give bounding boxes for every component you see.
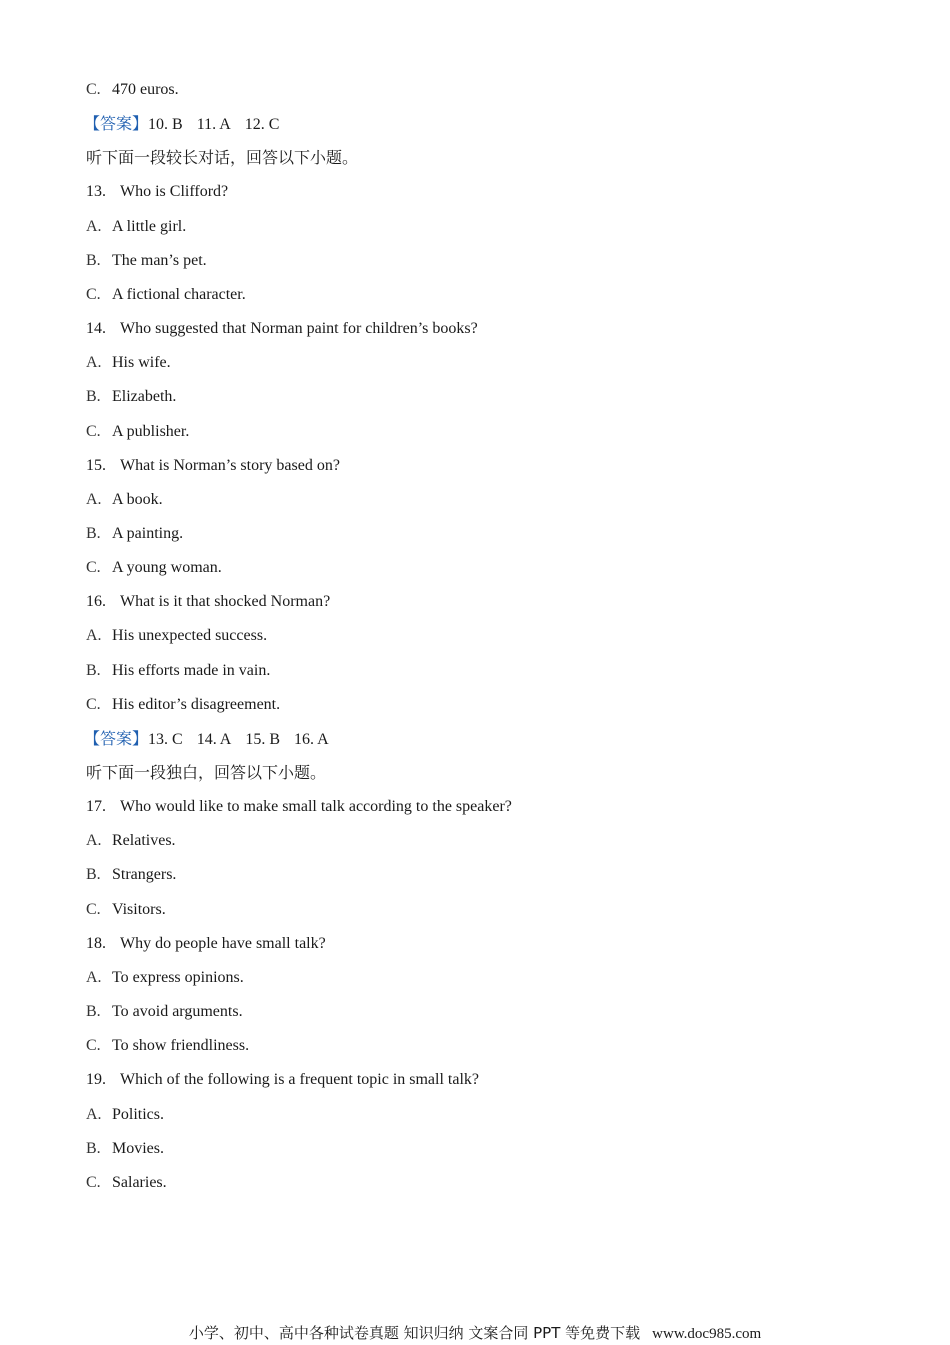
- option-text: Salaries.: [112, 1173, 167, 1191]
- question: [86, 932, 326, 956]
- answer-option: [86, 659, 270, 683]
- option-letter: C.: [86, 559, 101, 577]
- question-number: 18.: [86, 934, 106, 952]
- answer-option: [86, 556, 222, 580]
- question: [86, 454, 340, 478]
- question: [86, 1068, 479, 1092]
- question-text: Who suggested that Norman paint for children’s books?: [120, 320, 478, 338]
- option-letter: C.: [86, 900, 101, 918]
- question-number: 19.: [86, 1071, 106, 1089]
- option-letter: A.: [86, 490, 102, 508]
- answer-option: [86, 488, 163, 512]
- question: [86, 795, 512, 819]
- question: [86, 317, 478, 341]
- question-number: 14.: [86, 320, 106, 338]
- option-letter: A.: [86, 832, 102, 850]
- option-letter: B.: [86, 251, 101, 269]
- answer-option: [86, 385, 176, 409]
- answer-key-item: 11. A: [196, 116, 231, 134]
- option-letter: B.: [86, 1003, 101, 1021]
- answer-option: [86, 966, 244, 990]
- answer-key: [84, 727, 329, 751]
- question-text: Which of the following is a frequent topic in small talk?: [120, 1071, 480, 1089]
- option-letter: C.: [86, 285, 101, 303]
- option-letter: A.: [86, 627, 102, 645]
- question-number: 13.: [86, 183, 106, 201]
- question-number: 15.: [86, 456, 106, 474]
- answer-key-item: 10. B: [148, 116, 183, 134]
- option-text: A little girl.: [112, 217, 187, 235]
- option-letter: C.: [86, 1173, 101, 1191]
- option-text: The man’s pet.: [112, 251, 207, 269]
- answer-option: [86, 1171, 167, 1195]
- answer-option: [86, 215, 186, 239]
- answer-option: [86, 1103, 164, 1127]
- question-number: 16.: [86, 593, 106, 611]
- option-text: A book.: [112, 490, 163, 508]
- page-footer: [0, 1322, 950, 1344]
- option-letter: A.: [86, 968, 102, 986]
- option-text: His wife.: [112, 354, 171, 372]
- option-text: A publisher.: [112, 422, 190, 440]
- footer-url: www.doc985.com: [652, 1326, 762, 1342]
- option-letter: C.: [86, 695, 101, 713]
- section-instruction: 听下面一段较长对话，回答以下小题。: [86, 148, 359, 168]
- answer-key-item: 16. A: [294, 730, 329, 748]
- option-letter: B.: [86, 1139, 101, 1157]
- answer-tag: 【答案】: [84, 728, 149, 748]
- option-letter: B.: [86, 661, 101, 679]
- footer-text: 小学、初中、高中各种试卷真题 知识归纳 文案合同 PPT 等免费下载: [188, 1324, 641, 1342]
- option-text: Relatives.: [112, 832, 176, 850]
- answer-option: [86, 693, 280, 717]
- option-text: To express opinions.: [112, 968, 244, 986]
- answer-option: [86, 863, 176, 887]
- answer-option: [86, 1000, 243, 1024]
- option-text: Strangers.: [112, 866, 177, 884]
- option-text: Movies.: [112, 1139, 164, 1157]
- option-letter: B.: [86, 388, 101, 406]
- answer-option: [86, 898, 166, 922]
- question: [86, 180, 228, 204]
- option-text: His editor’s disagreement.: [112, 695, 281, 713]
- option-letter: C.: [86, 81, 101, 98]
- question-number: 17.: [86, 798, 106, 816]
- answer-option: [86, 624, 267, 648]
- answer-tag: 【答案】: [84, 114, 149, 134]
- answer-key-item: 12. C: [244, 116, 280, 134]
- option-letter: C.: [86, 422, 101, 440]
- option-text: Politics.: [112, 1105, 165, 1123]
- section-instruction: 听下面一段独白，回答以下小题。: [86, 763, 327, 782]
- answer-option: [86, 522, 183, 546]
- answer-option: [86, 1137, 164, 1161]
- option-letter: A.: [86, 217, 102, 235]
- question-text: Why do people have small talk?: [120, 934, 326, 952]
- option-text: A painting.: [112, 524, 184, 542]
- option-letter: B.: [86, 524, 101, 542]
- option-text: A fictional character.: [112, 285, 246, 303]
- question-text: What is it that shocked Norman?: [120, 593, 331, 611]
- option-text: Elizabeth.: [112, 388, 177, 406]
- option-letter: A.: [86, 1105, 102, 1123]
- option-text: His unexpected success.: [112, 627, 268, 645]
- answer-option: [86, 283, 246, 307]
- option-text: To show friendliness.: [112, 1037, 250, 1055]
- option-text: Visitors.: [112, 900, 166, 918]
- option-text: 470 euros.: [112, 81, 179, 98]
- question-text: Who would like to make small talk according to the speaker?: [120, 798, 512, 816]
- option-letter: A.: [86, 354, 102, 372]
- answer-option: [86, 1034, 249, 1058]
- answer-option: [86, 78, 179, 102]
- answer-option: [86, 351, 171, 375]
- option-text: A young woman.: [112, 559, 222, 577]
- answer-key-item: 14. A: [196, 730, 232, 748]
- answer-key-item: 15. B: [245, 730, 281, 748]
- answer-option: [86, 420, 189, 444]
- answer-key-item: 13. C: [148, 730, 183, 748]
- question-text: What is Norman’s story based on?: [120, 456, 340, 474]
- option-text: To avoid arguments.: [112, 1003, 243, 1021]
- answer-key: [84, 112, 279, 136]
- option-letter: C.: [86, 1037, 101, 1055]
- answer-option: [86, 829, 176, 853]
- question: [86, 590, 330, 614]
- option-text: His efforts made in vain.: [112, 661, 271, 679]
- answer-option: [86, 249, 207, 273]
- question-text: Who is Clifford?: [120, 183, 229, 201]
- option-letter: B.: [86, 866, 101, 884]
